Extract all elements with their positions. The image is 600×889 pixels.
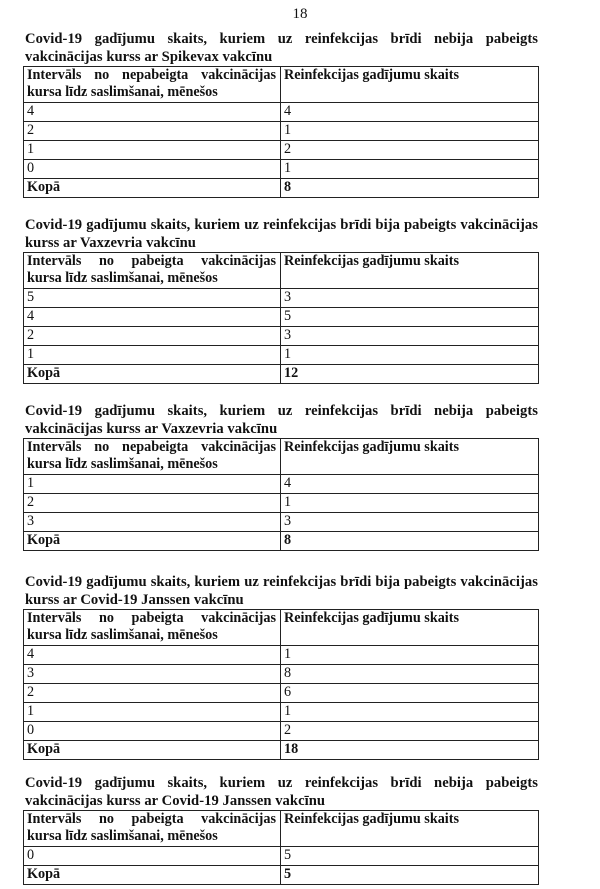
table-row	[24, 722, 539, 741]
header-interval	[24, 67, 281, 103]
table-row	[24, 847, 539, 866]
header-interval	[24, 610, 281, 646]
table-row	[24, 327, 539, 346]
table-row	[24, 141, 539, 160]
table-row	[24, 665, 539, 684]
table-section-vaxzevria-incomplete	[23, 403, 538, 551]
header-interval-line2: kursa līdz saslimšanai, mēnešos	[27, 627, 218, 643]
table-row	[24, 684, 539, 703]
total-label: Kopā	[24, 741, 281, 760]
table-row	[24, 160, 539, 179]
header-count: Reinfekcijas gadījumu skaits	[281, 253, 539, 289]
header-interval-line2: kursa līdz saslimšanai, mēnešos	[27, 456, 218, 472]
header-interval-line1: Intervāls no pabeigta vakcinācijas	[27, 253, 276, 269]
cell-interval: 2	[24, 494, 281, 513]
cell-count: 4	[281, 475, 539, 494]
header-interval-line1: Intervāls no pabeigta vakcinācijas	[27, 610, 276, 626]
cell-count: 3	[281, 513, 539, 532]
cell-interval: 3	[24, 665, 281, 684]
table-row	[24, 346, 539, 365]
header-count: Reinfekcijas gadījumu skaits	[281, 439, 539, 475]
cell-count: 2	[281, 722, 539, 741]
table-total-row	[24, 365, 539, 384]
table-title: Covid-19 gadījumu skaits, kuriem uz reinfekcijas brīdi bija pabeigts vakcinācijas kurss ar Vaxzevria vakcīnu	[25, 217, 538, 251]
header-count: Reinfekcijas gadījumu skaits	[281, 610, 539, 646]
table-header-row	[24, 610, 539, 646]
header-interval-line1: Intervāls no nepabeigta vakcinācijas	[27, 67, 276, 83]
cell-interval: 1	[24, 703, 281, 722]
total-value: 8	[281, 179, 539, 198]
table-row	[24, 703, 539, 722]
data-table	[23, 438, 539, 551]
cell-interval: 4	[24, 308, 281, 327]
table-total-row	[24, 179, 539, 198]
header-interval-line2: kursa līdz saslimšanai, mēnešos	[27, 270, 218, 286]
table-total-row	[24, 532, 539, 551]
cell-count: 5	[281, 308, 539, 327]
table-row	[24, 103, 539, 122]
table-section-janssen-complete	[23, 574, 538, 760]
total-value: 5	[281, 866, 539, 885]
header-interval-line1: Intervāls no nepabeigta vakcinācijas	[27, 439, 276, 455]
header-interval-line2: kursa līdz saslimšanai, mēnešos	[27, 828, 218, 844]
cell-interval: 0	[24, 847, 281, 866]
table-total-row	[24, 866, 539, 885]
data-table	[23, 810, 539, 885]
table-section-janssen-incomplete	[23, 775, 538, 885]
cell-interval: 3	[24, 513, 281, 532]
table-title: Covid-19 gadījumu skaits, kuriem uz reinfekcijas brīdi nebija pabeigts vakcinācijas kurss ar Covid-19 Janssen vakcīnu	[25, 775, 538, 809]
table-title: Covid-19 gadījumu skaits, kuriem uz reinfekcijas brīdi nebija pabeigts vakcinācijas kurss ar Spikevax vakcīnu	[25, 31, 538, 65]
table-row	[24, 122, 539, 141]
total-value: 18	[281, 741, 539, 760]
data-table	[23, 252, 539, 384]
cell-count: 1	[281, 160, 539, 179]
table-row	[24, 646, 539, 665]
cell-count: 4	[281, 103, 539, 122]
total-value: 8	[281, 532, 539, 551]
table-header-row	[24, 67, 539, 103]
data-table	[23, 609, 539, 760]
table-row	[24, 289, 539, 308]
table-section-spikevax-incomplete	[23, 31, 538, 198]
table-title: Covid-19 gadījumu skaits, kuriem uz reinfekcijas brīdi nebija pabeigts vakcinācijas kurss ar Vaxzevria vakcīnu	[25, 403, 538, 437]
cell-count: 6	[281, 684, 539, 703]
page-number: 18	[292, 6, 308, 22]
table-header-row	[24, 253, 539, 289]
cell-interval: 4	[24, 646, 281, 665]
cell-count: 3	[281, 289, 539, 308]
cell-count: 1	[281, 703, 539, 722]
cell-interval: 5	[24, 289, 281, 308]
header-interval	[24, 811, 281, 847]
header-count: Reinfekcijas gadījumu skaits	[281, 811, 539, 847]
cell-interval: 0	[24, 722, 281, 741]
total-label: Kopā	[24, 532, 281, 551]
table-total-row	[24, 741, 539, 760]
table-row	[24, 308, 539, 327]
cell-count: 5	[281, 847, 539, 866]
header-interval-line1: Intervāls no pabeigta vakcinācijas	[27, 811, 276, 827]
cell-interval: 2	[24, 684, 281, 703]
total-label: Kopā	[24, 365, 281, 384]
cell-interval: 2	[24, 122, 281, 141]
header-count: Reinfekcijas gadījumu skaits	[281, 67, 539, 103]
table-title: Covid-19 gadījumu skaits, kuriem uz reinfekcijas brīdi bija pabeigts vakcinācijas kurss ar Covid-19 Janssen vakcīnu	[25, 574, 538, 608]
cell-count: 1	[281, 494, 539, 513]
total-label: Kopā	[24, 866, 281, 885]
cell-count: 8	[281, 665, 539, 684]
table-section-vaxzevria-complete	[23, 217, 538, 384]
data-table	[23, 66, 539, 198]
header-interval	[24, 439, 281, 475]
cell-interval: 2	[24, 327, 281, 346]
table-row	[24, 494, 539, 513]
cell-interval: 1	[24, 141, 281, 160]
cell-count: 1	[281, 646, 539, 665]
cell-interval: 1	[24, 346, 281, 365]
cell-count: 2	[281, 141, 539, 160]
header-interval-line2: kursa līdz saslimšanai, mēnešos	[27, 84, 218, 100]
cell-count: 3	[281, 327, 539, 346]
cell-interval: 0	[24, 160, 281, 179]
cell-count: 1	[281, 346, 539, 365]
table-row	[24, 475, 539, 494]
total-label: Kopā	[24, 179, 281, 198]
table-header-row	[24, 439, 539, 475]
cell-interval: 4	[24, 103, 281, 122]
total-value: 12	[281, 365, 539, 384]
table-header-row	[24, 811, 539, 847]
cell-interval: 1	[24, 475, 281, 494]
header-interval	[24, 253, 281, 289]
table-row	[24, 513, 539, 532]
cell-count: 1	[281, 122, 539, 141]
